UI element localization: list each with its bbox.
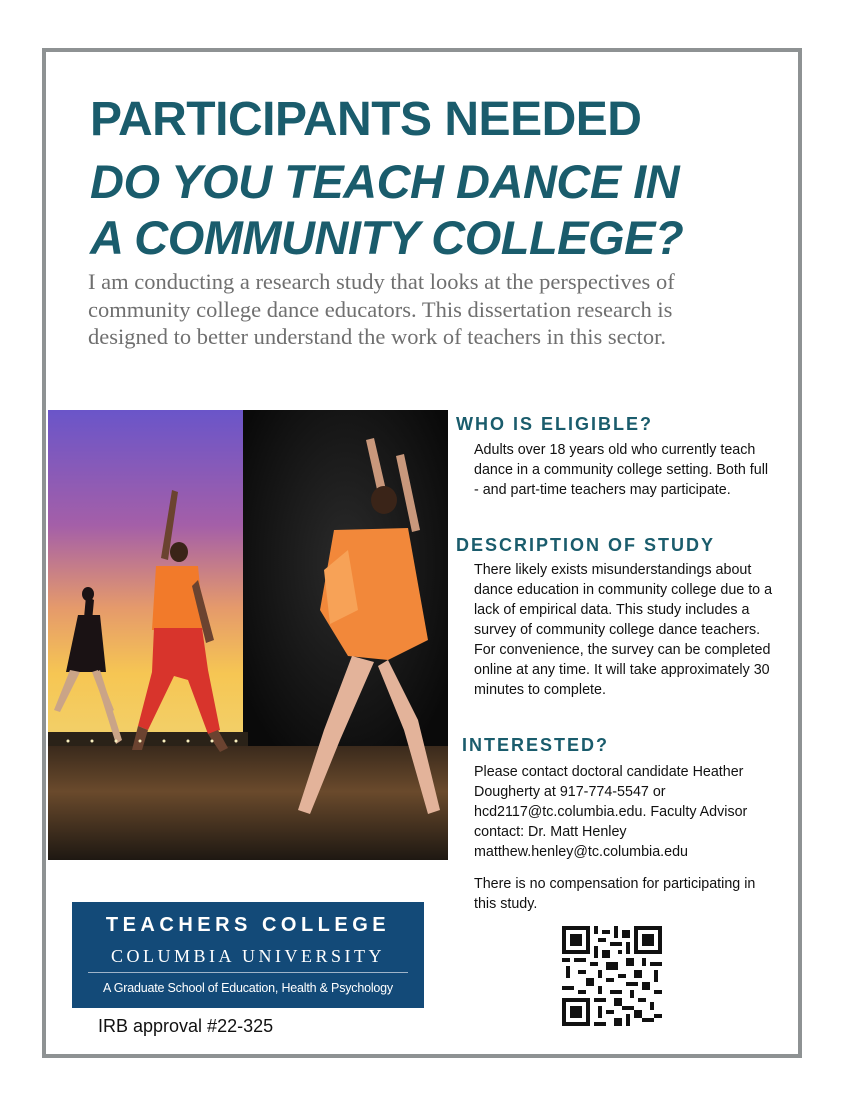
logo-subtitle: COLUMBIA UNIVERSITY: [110, 946, 385, 966]
dancers-photo: [48, 410, 448, 860]
headline-question-line2: A COMMUNITY COLLEGE?: [90, 211, 684, 264]
logo-divider: [88, 972, 408, 973]
irb-approval: IRB approval #22-325: [98, 1016, 274, 1036]
logo-title: TEACHERS COLLEGE: [105, 914, 391, 936]
headline-participants-needed: PARTICIPANTS NEEDED: [90, 93, 642, 146]
eligible-text: Adults over 18 years old who currently teach dance in a community college setting. Both full - and part-time teachers may participate.: [474, 442, 769, 498]
headline-question-line1: DO YOU TEACH DANCE IN: [90, 155, 680, 208]
intro-paragraph: I am conducting a research study that looks at the perspectives of community college dance educators. This dissertation research is designed to better understand the work of teachers in this sector.: [88, 269, 675, 349]
teachers-college-logo: [72, 902, 424, 1008]
description-heading: DESCRIPTION OF STUDY: [456, 535, 716, 555]
qr-code-icon[interactable]: [562, 926, 662, 1026]
compensation-text: There is no compensation for participating in this study.: [474, 876, 756, 912]
eligible-heading: WHO IS ELIGIBLE?: [456, 414, 653, 434]
logo-tagline: A Graduate School of Education, Health & Psychology: [103, 981, 393, 995]
description-text: There likely exists misunderstandings about dance education in community college due to a lack of empirical data. This study includes a survey of community college dance teachers. For convenience, the survey can be completed online at any time. It will take approximately 30 minutes to complete.: [474, 562, 773, 698]
contact-text: Please contact doctoral candidate Heather Dougherty at 917-774-5547 or hcd2117@tc.columbia.edu. Faculty Advisor contact: Dr. Matt Henley matthew.henley@tc.columbia.edu: [474, 764, 748, 860]
interested-heading: INTERESTED?: [462, 735, 610, 755]
